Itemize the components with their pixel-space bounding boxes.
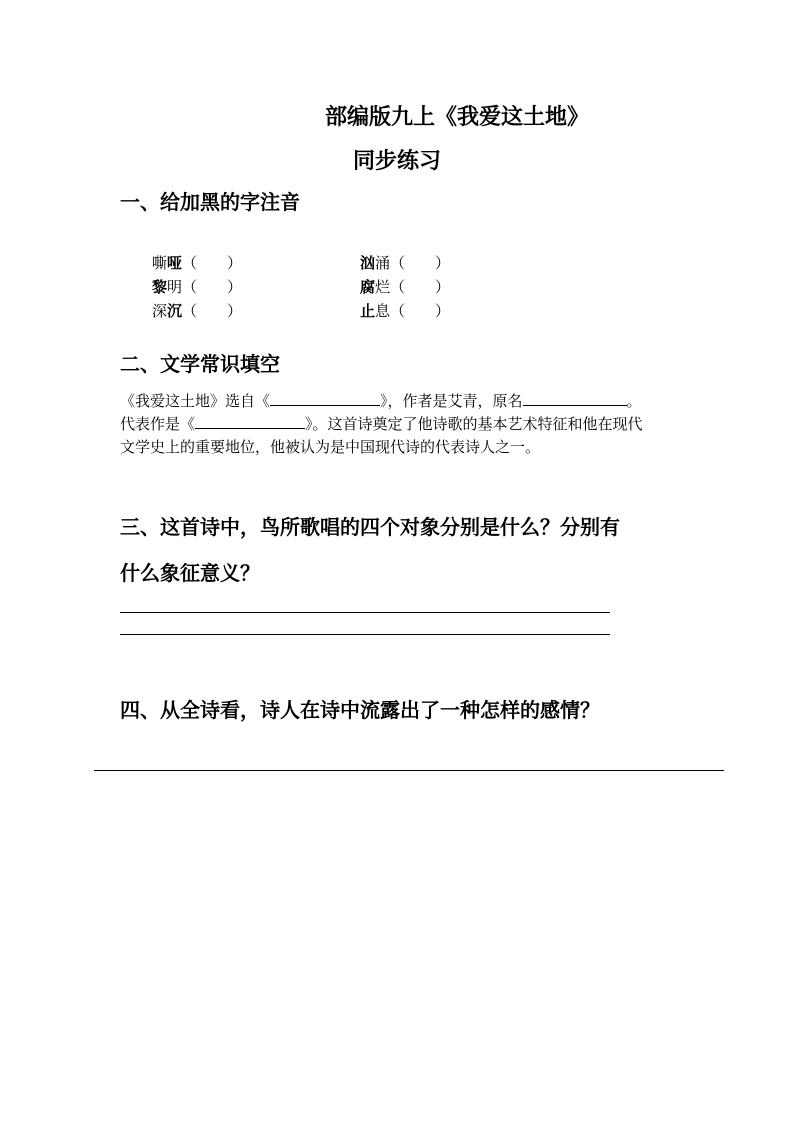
section3-question: 三、这首诗中，鸟所歌唱的四个对象分别是什么？分别有 什么象征意义？ bbox=[120, 515, 620, 585]
fill-blank-masterpiece[interactable] bbox=[195, 413, 305, 429]
answer-paren[interactable]: （ ） bbox=[182, 302, 243, 320]
answer-line-2[interactable] bbox=[120, 634, 610, 635]
answer-paren[interactable]: （ ） bbox=[390, 254, 451, 272]
answer-paren[interactable]: （ ） bbox=[390, 278, 451, 296]
section1-heading: 一、给加黑的字注音 bbox=[120, 190, 300, 214]
answer-paren[interactable]: （ ） bbox=[390, 302, 451, 320]
answer-paren[interactable]: （ ） bbox=[182, 278, 243, 296]
page-title: 部编版九上《我爱这土地》 bbox=[324, 104, 589, 130]
pinyin-item-5: 深沉（ ） bbox=[152, 302, 243, 320]
pinyin-item-6: 止息（ ） bbox=[360, 302, 451, 320]
para-line-3: 文学史上的重要地位，他被认为是中国现代诗的代表诗人之一。 bbox=[120, 438, 541, 456]
answer-line-3[interactable] bbox=[94, 770, 724, 771]
pinyin-item-3: 黎明（ ） bbox=[152, 278, 243, 296]
answer-line-1[interactable] bbox=[120, 612, 610, 613]
pinyin-item-4: 腐烂（ ） bbox=[360, 278, 451, 296]
section4-question: 四、从全诗看，诗人在诗中流露出了一种怎样的感情？ bbox=[120, 698, 600, 722]
para-line-2: 代表作是《 》。这首诗奠定了他诗歌的基本艺术特征和他在现代 bbox=[120, 415, 643, 433]
section2-paragraph bbox=[120, 390, 680, 459]
page-subtitle: 同步练习 bbox=[352, 148, 441, 174]
para-line-1: 《我爱这土地》选自《 》，作者是艾青，原名 。 bbox=[120, 392, 642, 410]
fill-blank-source[interactable] bbox=[270, 390, 380, 406]
answer-paren[interactable]: （ ） bbox=[182, 254, 243, 272]
section2-heading: 二、文学常识填空 bbox=[120, 352, 280, 376]
pinyin-item-1: 嘶哑（ ） bbox=[152, 254, 243, 272]
pinyin-item-2: 汹涌（ ） bbox=[360, 254, 451, 272]
fill-blank-original-name[interactable] bbox=[523, 390, 627, 406]
